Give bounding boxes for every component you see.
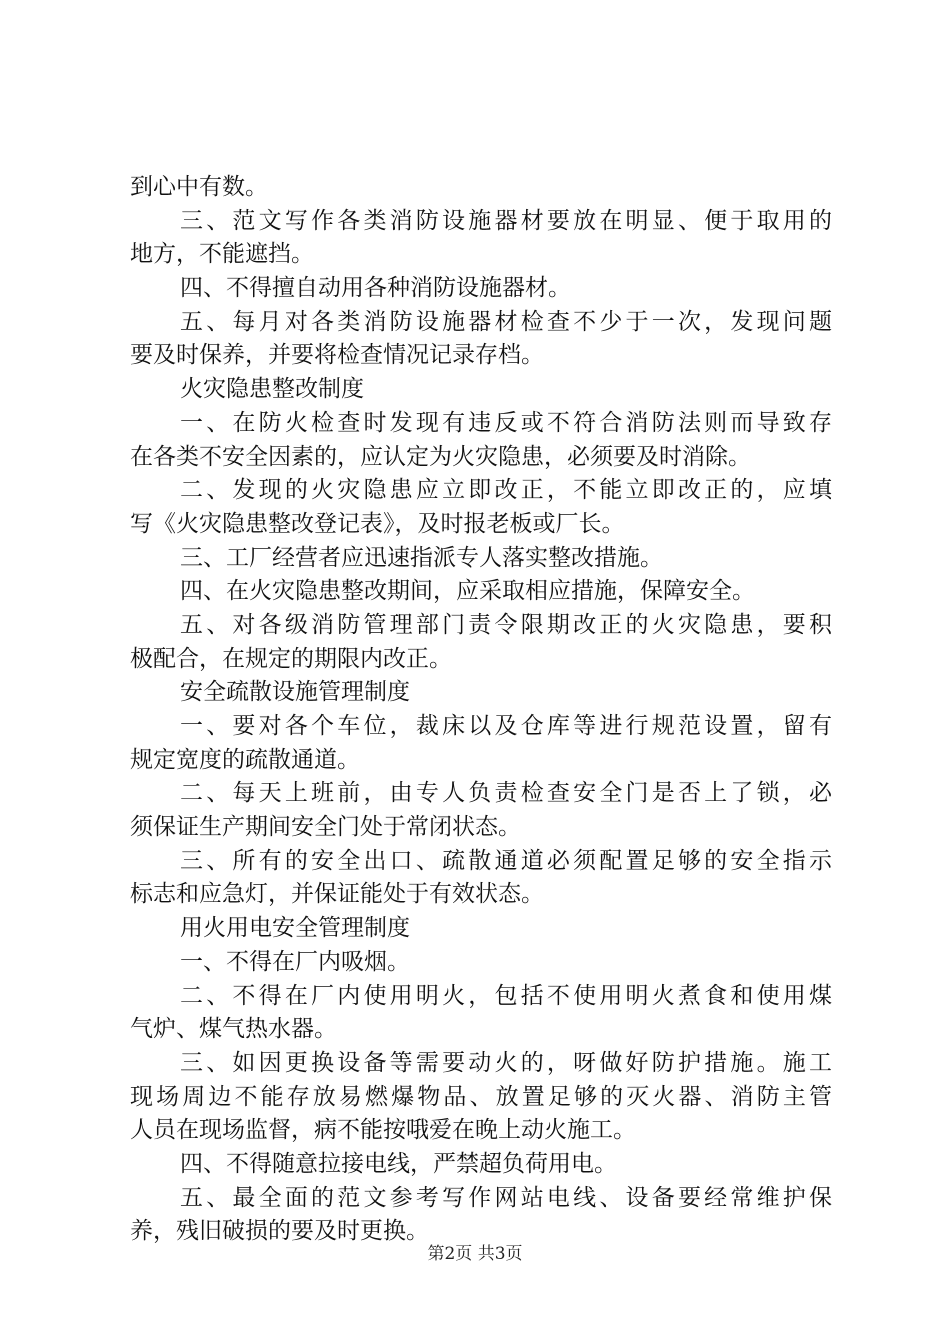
document-body [130, 171, 832, 1249]
section-heading: 安全疏散设施管理制度 [180, 679, 410, 706]
text-line: 在各类不安全因素的，应认定为火灾隐患，必须要及时消除。 [130, 443, 751, 470]
text-line: 人员在现场监督，病不能按哦爱在晚上动火施工。 [130, 1117, 636, 1144]
text-line: 五、对各级消防管理部门责令限期改正的火灾隐患，要积 [180, 611, 832, 638]
text-line: 标志和应急灯，并保证能处于有效状态。 [130, 881, 544, 908]
text-line: 三、工厂经营者应迅速指派专人落实整改措施。 [180, 544, 663, 571]
text-line: 三、所有的安全出口、疏散通道必须配置足够的安全指示 [180, 847, 832, 874]
text-line: 三、如因更换设备等需要动火的，呀做好防护措施。施工 [180, 1049, 832, 1076]
text-line: 现场周边不能存放易燃爆物品、放置足够的灭火器、消防主管 [130, 1083, 832, 1110]
text-line: 写《火灾隐患整改登记表》，及时报老板或厂长。 [130, 510, 625, 537]
text-line: 规定宽度的疏散通道。 [130, 746, 360, 773]
text-line: 要及时保养，并要将检查情况记录存档。 [130, 342, 544, 369]
text-line: 四、在火灾隐患整改期间，应采取相应措施，保障安全。 [180, 578, 755, 605]
text-line: 一、要对各个车位，裁床以及仓库等进行规范设置，留有 [180, 713, 832, 739]
text-line: 二、发现的火灾隐患应立即改正，不能立即改正的，应填 [180, 477, 832, 504]
text-line: 极配合，在规定的期限内改正。 [130, 645, 452, 672]
text-line: 地方，不能遮挡。 [130, 241, 314, 268]
text-line: 到心中有数。 [130, 174, 268, 200]
text-line: 四、不得随意拉接电线，严禁超负荷用电。 [180, 1150, 617, 1177]
text-line: 五、最全面的范文参考写作网站电线、设备要经常维护保 [180, 1184, 832, 1211]
text-line: 养，残旧破损的要及时更换。 [130, 1218, 429, 1245]
text-line: 四、不得擅自动用各种消防设施器材。 [180, 275, 571, 302]
section-heading: 用火用电安全管理制度 [180, 915, 410, 942]
text-line: 三、范文写作各类消防设施器材要放在明显、便于取用的 [180, 207, 832, 234]
text-line: 须保证生产期间安全门处于常闭状态。 [130, 814, 521, 841]
page-number: 第2页 共3页 [427, 1244, 523, 1264]
text-line: 二、不得在厂内使用明火，包括不使用明火煮食和使用煤 [180, 982, 832, 1009]
section-heading: 火灾隐患整改制度 [180, 376, 364, 403]
text-line: 一、不得在厂内吸烟。 [180, 948, 410, 975]
text-line: 一、在防火检查时发现有违反或不符合消防法则而导致存 [180, 409, 832, 436]
text-line: 气炉、煤气热水器。 [130, 1016, 337, 1043]
text-line: 五、每月对各类消防设施器材检查不少于一次，发现问题 [180, 308, 832, 335]
text-line: 二、每天上班前，由专人负责检查安全门是否上了锁，必 [180, 780, 832, 807]
